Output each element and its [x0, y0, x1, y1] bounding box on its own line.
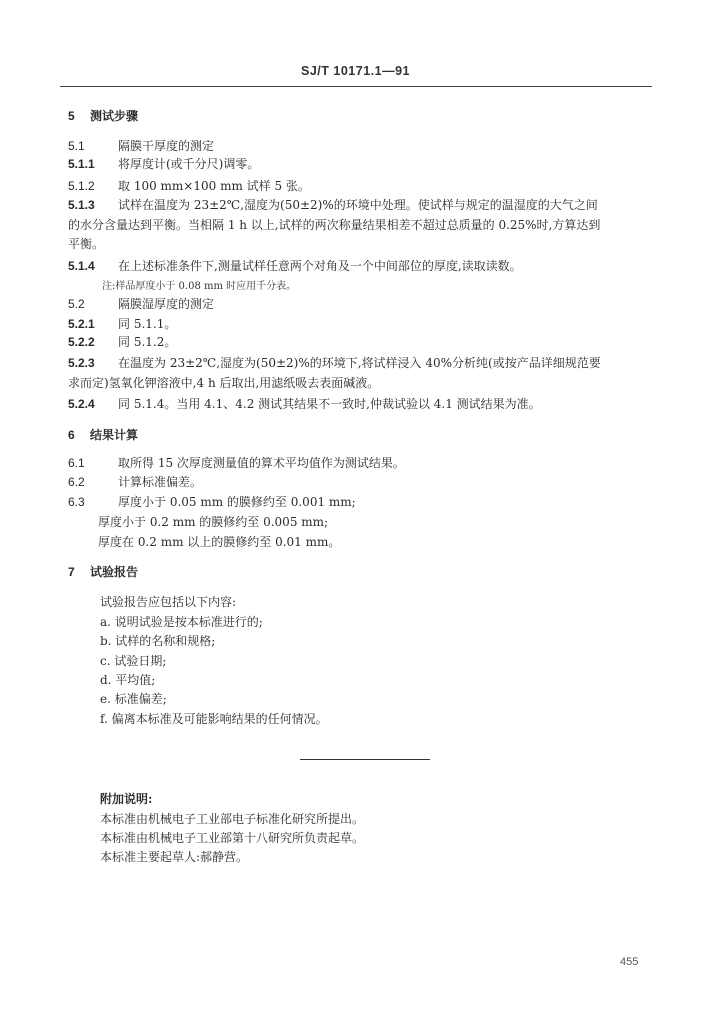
clause-6-1 — [68, 456, 405, 471]
appendix-title: 附加说明: — [100, 792, 153, 806]
clause-5-2 — [68, 297, 214, 312]
header-rule — [60, 86, 652, 87]
clause-6-3-cont: 厚度在 0.2 mm 以上的膜修约至 0.01 mm。 — [98, 535, 341, 549]
section-number: 5 — [68, 109, 75, 123]
clause-6-3-cont: 厚度小于 0.2 mm 的膜修约至 0.005 mm; — [98, 515, 329, 529]
clause-number: 5.2.4 — [68, 397, 95, 411]
report-item: a. 说明试验是按本标准进行的; — [100, 615, 263, 629]
clause-text: 同 5.1.2。 — [118, 335, 177, 349]
report-intro: 试验报告应包括以下内容: — [100, 595, 237, 609]
clause-number: 5.1.3 — [68, 198, 95, 212]
clause-text: 厚度小于 0.05 mm 的膜修约至 0.001 mm; — [118, 495, 356, 509]
clause-5-2-1 — [68, 317, 176, 332]
appendix-line: 本标准由机械电子工业部电子标准化研究所提出。 — [100, 812, 365, 826]
report-item: d. 平均值; — [100, 673, 156, 687]
clause-text: 将厚度计(或千分尺)调零。 — [118, 157, 260, 171]
note-text: 注:样品厚度小于 0.08 mm 时应用千分表。 — [102, 281, 297, 292]
section-title: 试验报告 — [90, 565, 139, 579]
clause-number: 5.1 — [68, 139, 85, 153]
page-number: 455 — [620, 956, 639, 968]
clause-text: 取所得 15 次厚度测量值的算术平均值作为测试结果。 — [118, 456, 405, 470]
appendix-line: 本标准主要起草人:郝静营。 — [100, 850, 249, 864]
clause-5-2-3-cont: 求而定)氢氧化钾溶液中,4 h 后取出,用滤纸吸去表面碱液。 — [68, 376, 380, 390]
clause-5-2-2 — [68, 335, 176, 350]
clause-number: 6.3 — [68, 495, 85, 509]
section-title: 测试步骤 — [90, 109, 139, 123]
clause-number: 5.2.1 — [68, 317, 95, 331]
clause-5-1 — [68, 139, 214, 154]
section-number: 6 — [68, 428, 75, 442]
clause-6-2 — [68, 475, 202, 490]
clause-6-3 — [68, 495, 356, 510]
section-title: 结果计算 — [90, 428, 139, 442]
clause-number: 5.2 — [68, 297, 85, 311]
clause-number: 5.2.3 — [68, 356, 95, 370]
clause-5-1-3 — [68, 198, 598, 213]
report-item: f. 偏离本标准及可能影响结果的任何情况。 — [100, 712, 328, 726]
end-of-standard-rule — [300, 759, 430, 760]
clause-text: 在上述标准条件下,测量试样任意两个对角及一个中间部位的厚度,读取读数。 — [118, 259, 522, 273]
clause-number: 5.1.4 — [68, 259, 95, 273]
clause-text: 同 5.1.4。当用 4.1、4.2 测试其结果不一致时,仲裁试验以 4.1 测试结果为准。 — [118, 397, 541, 411]
appendix-line: 本标准由机械电子工业部第十八研究所负责起草。 — [100, 831, 365, 845]
clause-5-2-4 — [68, 397, 541, 412]
section-7-heading — [68, 565, 138, 580]
clause-text: 隔膜干厚度的测定 — [118, 139, 215, 153]
clause-text: 试样在温度为 23±2℃,湿度为(50±2)%的环境中处理。使试样与规定的温湿度的大气之间 — [118, 198, 598, 212]
section-5-heading — [68, 109, 138, 124]
report-item: b. 试样的名称和规格; — [100, 634, 216, 648]
clause-text: 隔膜湿厚度的测定 — [118, 297, 215, 311]
section-number: 7 — [68, 565, 75, 579]
clause-number: 5.2.2 — [68, 335, 95, 349]
clause-5-1-1 — [68, 157, 259, 172]
clause-5-1-3-cont: 平衡。 — [68, 237, 105, 251]
standard-code-header: SJ/T 10171.1—91 — [301, 64, 410, 78]
section-6-heading — [68, 428, 138, 443]
clause-number: 6.1 — [68, 456, 85, 470]
clause-5-1-3-cont: 的水分含量达到平衡。当相隔 1 h 以上,试样的两次称量结果相差不超过总质量的 0.25%时,方算达到 — [68, 218, 601, 232]
clause-5-1-2 — [68, 179, 310, 194]
clause-number: 5.1.2 — [68, 179, 95, 193]
clause-text: 在温度为 23±2℃,湿度为(50±2)%的环境下,将试样浸入 40%分析纯(或按产品详细规范要 — [118, 356, 601, 370]
clause-5-1-4 — [68, 259, 522, 274]
clause-text: 取 100 mm×100 mm 试样 5 张。 — [118, 179, 310, 193]
clause-5-2-3 — [68, 356, 601, 371]
report-item: e. 标准偏差; — [100, 692, 167, 706]
report-item: c. 试验日期; — [100, 654, 167, 668]
clause-number: 5.1.1 — [68, 157, 95, 171]
clause-number: 6.2 — [68, 475, 85, 489]
clause-text: 计算标准偏差。 — [118, 475, 203, 489]
clause-text: 同 5.1.1。 — [118, 317, 177, 331]
